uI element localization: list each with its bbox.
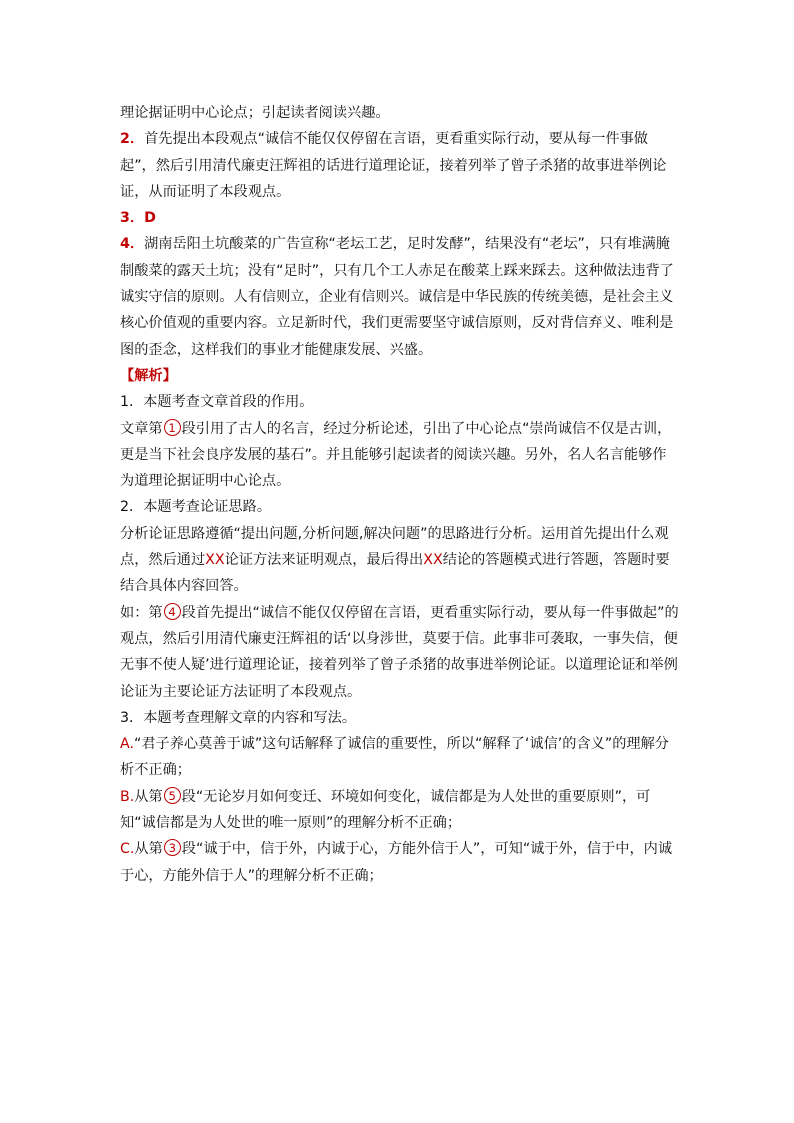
analysis-option-b (120, 784, 680, 837)
paragraph-number-circle-3: 3 (164, 839, 181, 856)
option-a-label: A. (120, 736, 134, 753)
analysis-q2-number: 2． (120, 499, 144, 516)
answer-4-text: 湖南岳阳土坑酸菜的广告宣称“老坛工艺，足时发酵”，结果没有“老坛”，只有堆满腌制酸菜的露天土坑；没有“足时”，只有几个工人赤足在酸菜上踩来踩去。这种做法违背了诚实守信的原则。人有信则立，企业有信则兴。诚信是中华民族的传统美德，是社会主义核心价值观的重要内容。立足新时代，我们更需要坚守诚信原则，反对背信弃义、唯利是图的歪念，这样我们的事业才能健康发展、兴盛。 (120, 236, 674, 358)
analysis-heading-text: 【解析】 (120, 367, 177, 384)
analysis-q1-text: 段引用了古人的名言，经过分析论述，引出了中心论点“崇尚诚信不仅是古训，更是当下社会良序发展的基石”。并且能够引起读者的阅读兴趣。另外，名人名言能够作为道理论据证明中心论点。 (120, 420, 672, 490)
answer-3-number: 3． (120, 210, 145, 227)
answer-2-number: 2． (120, 131, 145, 148)
document-page (120, 100, 680, 889)
analysis-q2-example-prefix: 如：第 (120, 604, 163, 621)
option-c-text: 段“诚于中，信于外，内诚于心，方能外信于人”，可知“诚于外，信于中，内诚于心，方能外信于人”的理解分析不正确； (120, 841, 673, 884)
analysis-option-a (120, 731, 680, 784)
analysis-q2-text-b: 论证方法来证明观点，最后得出 (224, 552, 424, 569)
option-b-label: B. (120, 788, 135, 805)
analysis-q3-title-text: 本题考查理解文章的内容和写法。 (143, 709, 357, 726)
answer-2-text: 首先提出本段观点“诚信不能仅仅停留在言语，更看重实际行动，要从每一件事做起”，然后引用清代廉吏汪辉祖的话进行道理论证，接着列举了曾子杀猪的故事进举例论证，从而证明了本段观点。 (120, 131, 667, 200)
analysis-q2-text-a: 分析论证思路遵循“提出问题,分析问题,解决问题”的思路进行分析。运用首先提出什么观点，然后通过 (120, 525, 669, 569)
paragraph-number-circle-4: 4 (164, 603, 181, 620)
analysis-q2-text-c: 结论的答题模式进行答题，答题时要结合具体内容回答。 (120, 552, 670, 595)
answer-4-number: 4． (120, 236, 145, 253)
option-b-prefix: 从第 (134, 788, 163, 805)
placeholder-xx-1: XX (205, 552, 225, 569)
option-c-prefix: 从第 (134, 841, 163, 858)
analysis-option-c (120, 836, 680, 889)
analysis-q2-title (120, 494, 680, 520)
answer-2 (120, 126, 680, 205)
analysis-q2-title-text: 本题考查论证思路。 (143, 499, 271, 516)
paragraph-number-circle-1: 1 (164, 419, 181, 436)
analysis-q1-title (120, 389, 680, 415)
analysis-q3-title (120, 705, 680, 731)
option-c-label: C. (120, 841, 135, 858)
answer-4 (120, 231, 680, 362)
analysis-q2-example-text: 段首先提出“诚信不能仅仅停留在言语，更看重实际行动，要从每一件事做起”的观点，然后引用清代廉吏汪辉祖的话‘以身涉世，莫要于信。此事非可袭取，一事失信，便无事不使人疑’进行道理论证，接着列举了曾子杀猪的故事进举例论证。以道理论证和举例论证为主要论证方法证明了本段观点。 (120, 604, 679, 700)
answer-3-text: D (144, 210, 156, 227)
analysis-heading (120, 363, 680, 389)
answer-3 (120, 205, 680, 231)
option-a-text: “君子养心莫善于诚”这句话解释了诚信的重要性，所以“解释了‘诚信’的含义”的理解分析不正确； (120, 736, 669, 779)
analysis-q1-body (120, 416, 680, 495)
answer-1-tail-text: 理论据证明中心论点；引起读者阅读兴趣。 (120, 105, 390, 121)
analysis-q1-prefix: 文章第 (120, 420, 163, 437)
analysis-q2-example (120, 600, 680, 705)
paragraph-number-circle-5: 5 (164, 787, 181, 804)
analysis-q1-number: 1． (120, 394, 144, 411)
analysis-q1-title-text: 本题考查文章首段的作用。 (143, 394, 314, 411)
placeholder-xx-2: XX (423, 552, 443, 569)
analysis-q3-number: 3． (120, 709, 144, 726)
option-b-text: 段“无论岁月如何变迁、环境如何变化，诚信都是为人处世的重要原则”，可知“诚信都是为人处世的唯一原则”的理解分析不正确； (120, 788, 651, 832)
answer-1-tail (120, 100, 680, 126)
analysis-q2-body (120, 521, 680, 600)
